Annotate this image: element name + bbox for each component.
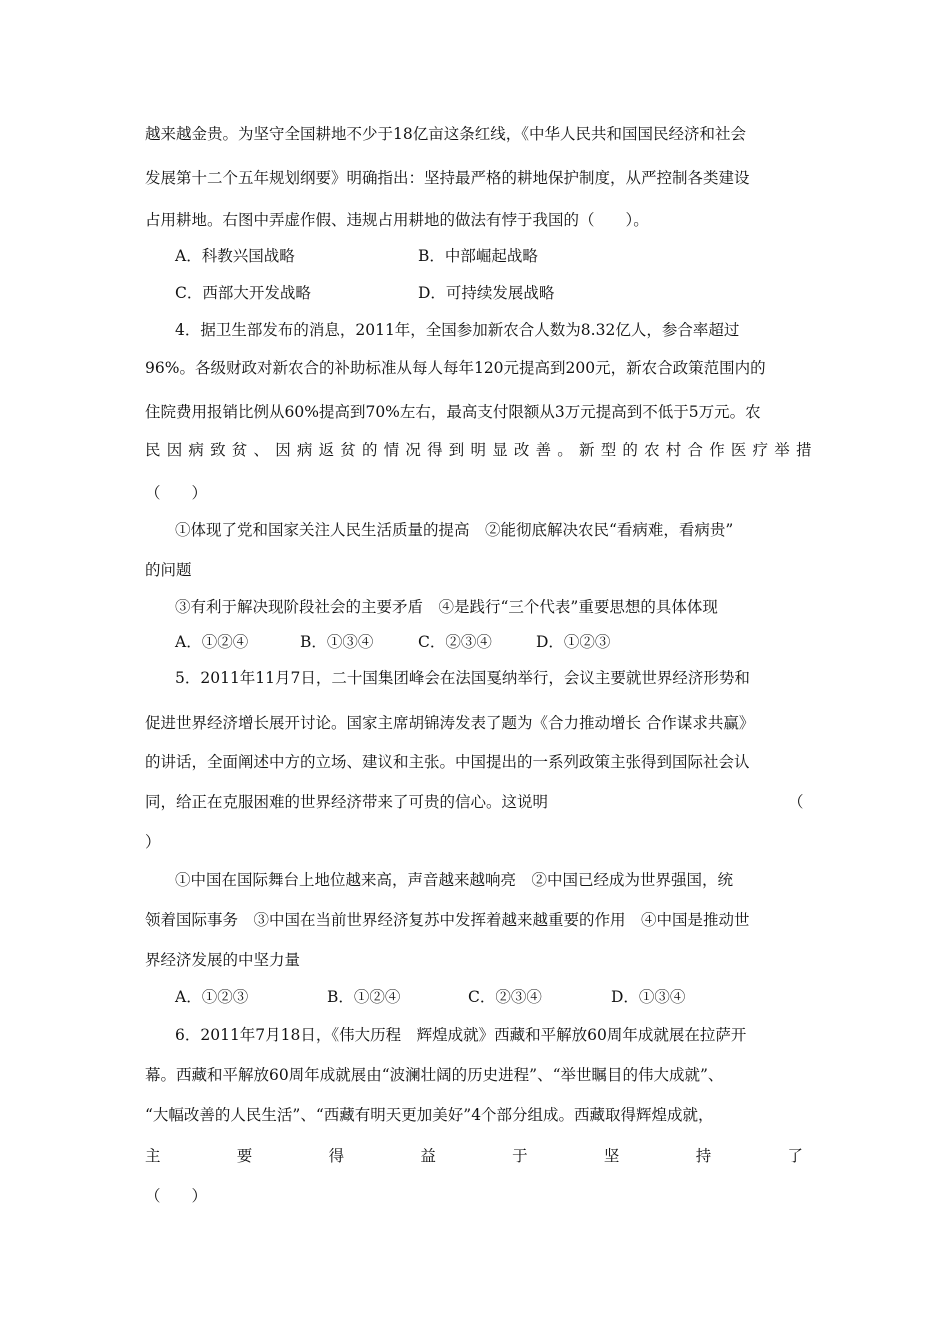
q4-item-line-2: 的问题 <box>145 561 192 579</box>
q6-char: 要 <box>236 1147 253 1165</box>
q6-char: 持 <box>695 1147 712 1165</box>
q3-text-line-3: 占用耕地。右图中弄虚作假、违规占用耕地的做法有悖于我国的（ ）。 <box>145 211 649 229</box>
q6-text-line-3: “大幅改善的人民生活”、“西藏有明天更加美好”4个部分组成。西藏取得辉煌成就， <box>145 1106 714 1124</box>
q4-option-a[interactable]: A．①②④ <box>175 633 249 651</box>
q5-option-c[interactable]: C．②③④ <box>468 988 542 1006</box>
q5-text-line-4: 同，给正在克服困难的世界经济带来了可贵的信心。这说明 <box>145 793 549 811</box>
q3-text-line-2: 发展第十二个五年规划纲要》明确指出：坚持最严格的耕地保护制度，从严控制各类建设 <box>145 169 750 187</box>
q5-text-line-3: 的讲话，全面阐述中方的立场、建议和主张。中国提出的一系列政策主张得到国际社会认 <box>145 753 750 771</box>
q5-option-d[interactable]: D．①③④ <box>611 988 686 1006</box>
q4-option-d[interactable]: D．①②③ <box>536 633 611 651</box>
q5-paren-close: ） <box>145 833 161 851</box>
q4-text-line-3: 住院费用报销比例从60%提高到70%左右，最高支付限额从3万元提高到不低于5万元。农 <box>145 403 761 421</box>
q4-text-line-1: 4．据卫生部发布的消息，2011年，全国参加新农合人数为8.32亿人，参合率超过 <box>175 321 740 339</box>
q5-text-line-2: 促进世界经济增长展开讨论。国家主席胡锦涛发表了题为《合力推动增长 合作谋求共赢》 <box>145 714 755 732</box>
q3-option-b[interactable]: B．中部崛起战略 <box>418 247 538 265</box>
q3-text-line-1: 越来越金贵。为坚守全国耕地不少于18亿亩这条红线，《中华人民共和国国民经济和社会 <box>145 125 746 143</box>
q5-item-line-1: ①中国在国际舞台上地位越来高，声音越来越响亮 ②中国已经成为世界强国，统 <box>175 871 734 889</box>
q4-item-line-3: ③有利于解决现阶段社会的主要矛盾 ④是践行“三个代表”重要思想的具体体现 <box>175 598 718 616</box>
q5-option-b[interactable]: B．①②④ <box>327 988 401 1006</box>
q6-text-line-2: 幕。西藏和平解放60周年成就展由“波澜壮阔的历史进程”、“举世瞩目的伟大成就”、 <box>145 1066 724 1084</box>
q4-answer-blank: （ ） <box>145 484 208 502</box>
q3-option-c[interactable]: C．西部大开发战略 <box>175 284 311 302</box>
q5-text-line-1: 5．2011年11月7日，二十国集团峰会在法国戛纳举行，会议主要就世界经济形势和 <box>175 669 750 687</box>
q3-option-d[interactable]: D．可持续发展战略 <box>418 284 555 302</box>
q5-item-line-2: 领着国际事务 ③中国在当前世界经济复苏中发挥着越来越重要的作用 ④中国是推动世 <box>145 911 750 929</box>
q4-option-c[interactable]: C．②③④ <box>418 633 492 651</box>
q6-text-line-4 <box>145 1146 803 1166</box>
q4-text-line-2: 96%。各级财政对新农合的补助标准从每人每年120元提高到200元，新农合政策范围内的 <box>145 359 766 377</box>
q6-char: 坚 <box>603 1147 620 1165</box>
q5-paren-open: （ <box>788 793 804 811</box>
q6-answer-blank: （ ） <box>145 1187 208 1205</box>
q4-text-line-4: 民因病致贫、因病返贫的情况得到明显改善。新型的农村合作医疗举措 <box>145 441 818 459</box>
q6-char: 益 <box>420 1147 436 1165</box>
q3-option-a[interactable]: A．科教兴国战略 <box>175 247 295 265</box>
q6-text-line-1: 6．2011年7月18日，《伟大历程 辉煌成就》西藏和平解放60周年成就展在拉萨开 <box>175 1026 747 1044</box>
q4-option-b[interactable]: B．①③④ <box>300 633 374 651</box>
q5-item-line-3: 界经济发展的中坚力量 <box>145 951 301 969</box>
q6-char: 主 <box>145 1147 161 1165</box>
q6-char: 了 <box>787 1147 803 1165</box>
q4-item-line-1: ①体现了党和国家关注人民生活质量的提高 ②能彻底解决农民“看病难，看病贵” <box>175 521 734 539</box>
q5-option-a[interactable]: A．①②③ <box>175 988 249 1006</box>
q6-char: 于 <box>512 1147 528 1165</box>
q6-char: 得 <box>328 1147 345 1165</box>
